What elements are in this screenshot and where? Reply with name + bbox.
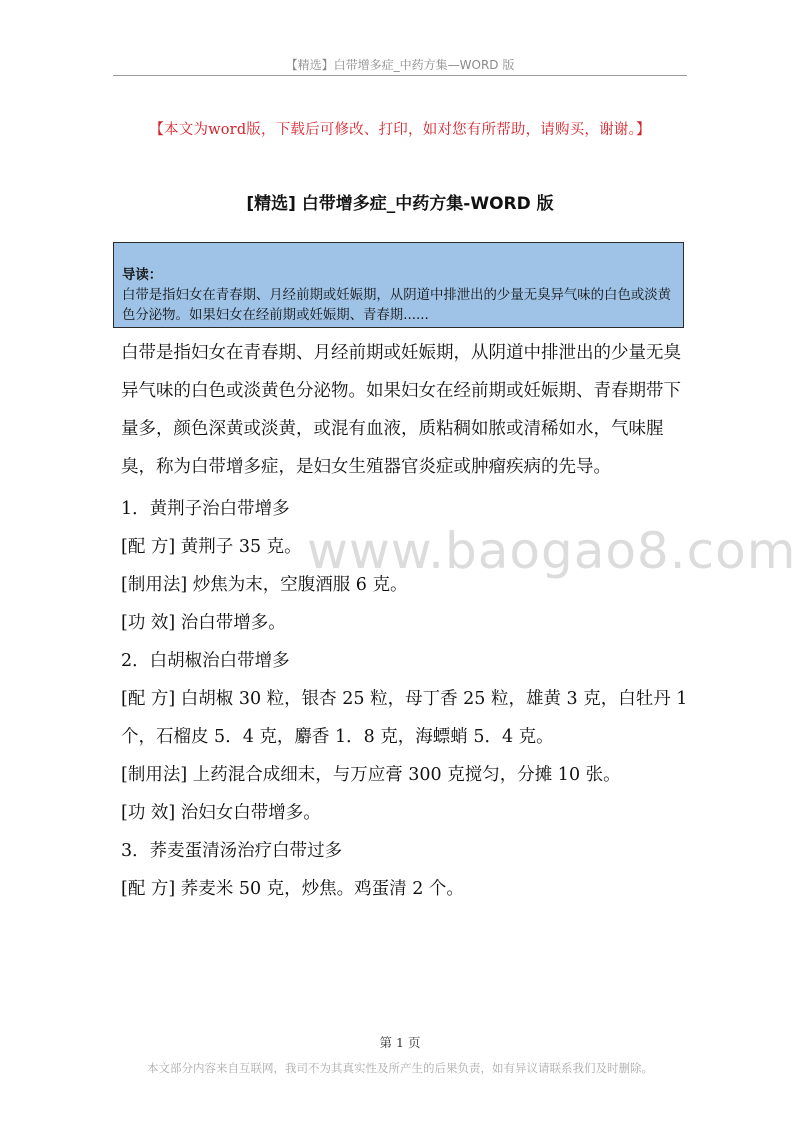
- document-title: [精选] 白带增多症_中药方集-WORD 版: [246, 194, 554, 214]
- remedy-1-effect: [功 效] 治白带增多。: [121, 613, 286, 633]
- guide-box: [113, 242, 684, 328]
- remedy-1-method: [制用法] 炒焦为末，空腹酒服 6 克。: [121, 575, 408, 595]
- remedy-1-formula: [配 方] 黄荆子 35 克。: [121, 537, 302, 557]
- remedy-1-heading: 1．黄荆子治白带增多: [121, 499, 290, 519]
- document-body: [121, 334, 689, 908]
- watermark: www.baogao8.com: [307, 522, 797, 580]
- header-divider: [113, 75, 687, 76]
- word-version-notice: 【本文为word版，下载后可修改、打印，如对您有所帮助，请购买，谢谢。】: [149, 122, 651, 138]
- remedy-2-effect: [功 效] 治妇女白带增多。: [121, 803, 321, 823]
- remedy-2-heading: 2．白胡椒治白带增多: [121, 651, 290, 671]
- intro-paragraph: 白带是指妇女在青春期、月经前期或妊娠期，从阴道中排泄出的少量无臭异气味的白色或淡黄色分泌物。如果妇女在经前期或妊娠期、青春期带下量多，颜色深黄或淡黄，或混有血液，质粘稠如脓或清稀如水，气味腥臭，称为白带增多症，是妇女生殖器官炎症或肿瘤疾病的先导。: [121, 343, 681, 477]
- guide-label: 导读：: [122, 268, 163, 283]
- remedy-2-formula: [配 方] 白胡椒 30 粒，银杏 25 粒，母丁香 25 粒，雄黄 3 克，白牡丹 1 个，石榴皮 5．4 克，麝香 1．8 克，海螵蛸 5．4 克。: [121, 689, 688, 747]
- remedy-3-heading: 3．荞麦蛋清汤治疗白带过多: [121, 841, 343, 861]
- page-header: 【精选】白带增多症_中药方集—WORD 版: [285, 58, 515, 72]
- remedy-3-formula: [配 方] 荞麦米 50 克，炒焦。鸡蛋清 2 个。: [121, 879, 464, 899]
- remedy-2-method: [制用法] 上药混合成细末，与万应膏 300 克搅匀，分摊 10 张。: [121, 765, 621, 785]
- page-number: 第 1 页: [379, 1035, 421, 1050]
- guide-text: 白带是指妇女在青春期、月经前期或妊娠期，从阴道中排泄出的少量无臭异气味的白色或淡黄色分泌物。如果妇女在经前期或妊娠期、青春期......: [122, 288, 672, 323]
- page-footer: 本文部分内容来自互联网，我司不为其真实性及所产生的后果负责，如有异议请联系我们及时删除。: [147, 1061, 653, 1075]
